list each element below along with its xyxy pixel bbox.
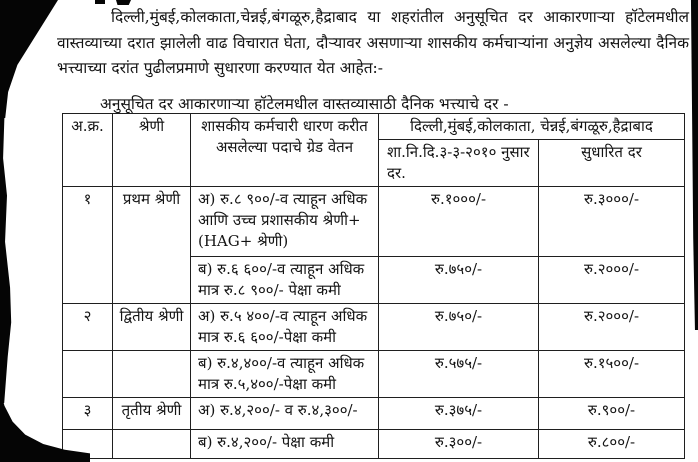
header-grade-pay: शासकीय कर्मचारी धारण करीत असलेल्या पदाचे ग्रेड वेतन: [191, 114, 379, 187]
table-row: [63, 430, 685, 459]
scan-artifact-top-cutoff-text: [116, 0, 131, 5]
cell-serial: १: [63, 187, 113, 304]
cell-grade-pay: अ) रु.५ ४००/-व त्याहून अधिक मात्र रु.६ ६००/-पेक्षा कमी: [191, 304, 379, 351]
cell-grade-pay: ब) रु.४,२००/- पेक्षा कमी: [191, 430, 379, 459]
cell-old-rate: रु.७५०/-: [379, 304, 539, 351]
cell-grade-pay: अ) रु.८ ९००/-व त्याहून अधिक आणि उच्च प्रशासकीय श्रेणी+(HAG+ श्रेणी): [191, 187, 379, 257]
cell-serial: [63, 351, 113, 398]
cell-old-rate: रु.३००/-: [379, 430, 539, 459]
daily-allowance-rates-table: [62, 113, 685, 459]
table-row: [63, 398, 685, 430]
cell-class: तृतीय श्रेणी: [113, 398, 191, 430]
scan-artifact-top-cutoff-text: [95, 0, 105, 4]
cell-old-rate: रु.१०००/-: [379, 187, 539, 257]
cell-grade-pay: अ) रु.४,२००/- व रु.४,३००/-: [191, 398, 379, 430]
cell-grade-pay: ब) रु.४,४००/-व त्याहून अधिक मात्र रु.५,४००/-पेक्षा कमी: [191, 351, 379, 398]
table-row: [63, 304, 685, 351]
header-cities-group: दिल्ली,मुंबई,कोलकाता, चेन्नई,बंगळूरु,हैद्राबाद: [379, 114, 685, 140]
cell-class: प्रथम श्रेणी: [113, 187, 191, 304]
cell-revised-rate: रु.२०००/-: [539, 257, 685, 304]
cell-revised-rate: रु.१५००/-: [539, 351, 685, 398]
cell-serial: २: [63, 304, 113, 351]
header-serial: अ.क्र.: [63, 114, 113, 187]
scan-artifact-top-left: [0, 0, 58, 118]
cell-old-rate: रु.५७५/-: [379, 351, 539, 398]
cell-revised-rate: रु.२०००/-: [539, 304, 685, 351]
cell-class: द्वितीय श्रेणी: [113, 304, 191, 351]
intro-paragraph: दिल्ली,मुंबई,कोलकाता,चेन्नई,बंगळूरु,हैद्राबाद या शहरांतील अनुसूचित दर आकारणाऱ्या हॉटेलमधील वास्तव्याच्या दरात झालेली वाढ विचारात घेता, दौऱ्यावर असणाऱ्या शासकीय कर्मचाऱ्यांना अनुज्ञेय असलेल्या दैनिक भत्त्याच्या दरांत पुढीलप्रमाणे सुधारणा करण्यात येत आहेत:-: [57, 8, 689, 77]
cell-serial: ३: [63, 398, 113, 430]
cell-revised-rate: रु.९००/-: [539, 398, 685, 430]
table-row: [63, 351, 685, 398]
cell-old-rate: रु.३७५/-: [379, 398, 539, 430]
header-revised-rate: सुधारित दर: [539, 140, 685, 187]
cell-revised-rate: रु.८००/-: [539, 430, 685, 459]
header-row-cities: [63, 114, 685, 140]
cell-grade-pay: ब) रु.६ ६००/-व त्याहून अधिक मात्र रु.८ ९००/- पेक्षा कमी: [191, 257, 379, 304]
cell-revised-rate: रु.३०००/-: [539, 187, 685, 257]
table-row: [63, 187, 685, 257]
scan-artifact-left-edge: [0, 115, 14, 403]
header-old-rate: शा.नि.दि.३-३-२०१० नुसार दर.: [379, 140, 539, 187]
cell-class: [113, 351, 191, 398]
cell-old-rate: रु.७५०/-: [379, 257, 539, 304]
header-class: श्रेणी: [113, 114, 191, 187]
cell-class: [113, 430, 191, 459]
scan-artifact-right-edge: [690, 0, 698, 330]
table-title: अनुसूचित दर आकारणाऱ्या हॉटेलमधील वास्तव्यासाठी दैनिक भत्त्याचे दर -: [100, 95, 509, 113]
